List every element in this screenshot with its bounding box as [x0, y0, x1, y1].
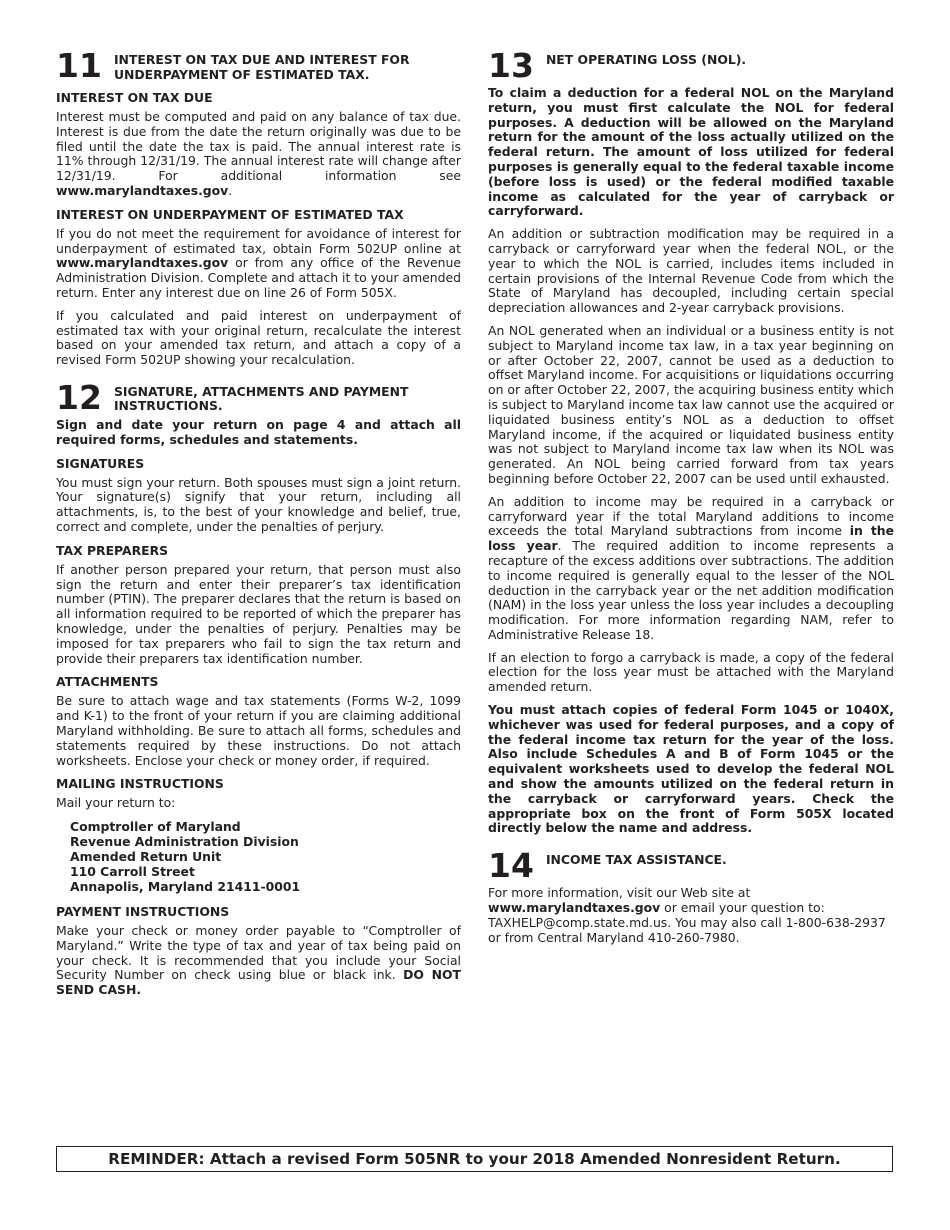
section-11-header: [56, 46, 461, 85]
paragraph: If an election to forgo a carryback is made, a copy of the federal election for the loss year must be attached with the Maryland amended return.: [488, 649, 894, 695]
section-title: INCOME TAX ASSISTANCE.: [545, 852, 727, 868]
paragraph: Make your check or money order payable to “Comptroller of Maryland.” Write the type of tax and year of tax being paid on your check. It is recommended that you include your Social Security Number on check using blue or black ink. DO NOT SEND CASH.: [56, 923, 461, 998]
address-line: Comptroller of Maryland: [70, 819, 241, 835]
mailing-address: [70, 819, 461, 894]
section-number: 12: [56, 377, 102, 417]
paragraph: An addition or subtraction modification may be required in a carryback or carryforward year when the federal NOL, or the year to which the NOL is carried, includes items included in certain provisions of the Internal Revenue Code from which the State of Maryland has decoupled, including certain special depreciation allowances and 2-year carryback provisions.: [488, 226, 894, 316]
paragraph: For more information, visit our Web site at www.marylandtaxes.gov or email your question to: TAXHELP@comp.state.md.us. You may also call 1-800-638-2937 or from Central Maryland 410-260-7980.: [488, 885, 886, 945]
subheading: ATTACHMENTS: [56, 674, 159, 690]
website-link[interactable]: www.marylandtaxes.gov: [56, 255, 229, 271]
section-13-header: [488, 46, 894, 85]
website-link[interactable]: www.marylandtaxes.gov: [56, 182, 229, 198]
subheading: MAILING INSTRUCTIONS: [56, 776, 224, 792]
paragraph: You must sign your return. Both spouses must sign a joint return. Your signature(s) signify that your return, including all attachments, is, to the best of your knowledge and belief, true, correct and complete, under the penalties of perjury.: [56, 474, 461, 534]
section-title: NET OPERATING LOSS (NOL).: [545, 52, 747, 67]
left-column: [56, 46, 461, 1006]
paragraph: If another person prepared your return, that person must also sign the return and enter their preparer’s tax identification number (PTIN). The preparer declares that the return is based on all information required to be reported of which the preparer has knowledge, under the penalties of perjury. Penalties may be imposed for tax preparers who fail to sign the tax return and provide their preparers tax identification number.: [56, 561, 461, 666]
subheading: PAYMENT INSTRUCTIONS: [56, 904, 230, 920]
address-line: 110 Carroll Street: [70, 864, 195, 880]
right-column: [488, 46, 895, 953]
website-link[interactable]: www.marylandtaxes.gov: [488, 900, 661, 916]
address-line: Amended Return Unit: [70, 849, 222, 865]
address-line: Annapolis, Maryland 21411-0001: [70, 879, 301, 895]
paragraph: Mail your return to:: [56, 795, 176, 811]
section-number: 13: [488, 46, 534, 85]
subheading: TAX PREPARERS: [56, 542, 169, 558]
address-line: Revenue Administration Division: [70, 834, 299, 850]
section-number: 11: [56, 46, 102, 85]
paragraph: Be sure to attach wage and tax statements (Forms W-2, 1099 and K-1) to the front of your return if you are claiming additional Maryland withholding. Be sure to attach all forms, schedules and statements required by these instructions. Do not attach worksheets. Enclose your check or money order, if required.: [56, 693, 461, 768]
section-12-header: [56, 377, 461, 417]
subheading: INTEREST ON UNDERPAYMENT OF ESTIMATED TAX: [56, 206, 404, 222]
subheading: INTEREST ON TAX DUE: [56, 90, 213, 105]
section-title: SIGNATURE, ATTACHMENTS AND PAYMENT INSTRUCTIONS.: [113, 383, 409, 414]
paragraph: If you calculated and paid interest on underpayment of estimated tax with your original return, recalculate the interest based on your amended tax return, and attach a copy of a revised Form 502UP showing your recalculation.: [56, 307, 461, 368]
paragraph: You must attach copies of federal Form 1045 or 1040X, whichever was used for federal purposes, and a copy of the federal income tax return for the year of the loss. Also include Schedules A and B of Form 1045 or the equivalent worksheets used to develop the federal NOL and show the amounts utilized on the federal return in the carryback or carryforward years. Check the appropriate box on the front of Form 505X located directly below the name and address.: [488, 702, 894, 836]
section-number: 14: [488, 846, 534, 886]
subheading: SIGNATURES: [56, 455, 145, 471]
paragraph: To claim a deduction for a federal NOL on the Maryland return, you must first calculate the NOL for federal purposes. A deduction will be allowed on the Maryland return for the amount of the loss actually utilized on the federal return. The amount of loss utilized for federal purposes is generally equal to the federal taxable income (before loss is used) or the federal modified taxable income as calculated for the year of carryback or carryforward.: [488, 85, 894, 219]
reminder-box: REMINDER: Attach a revised Form 505NR to your 2018 Amended Nonresident Return.: [56, 1146, 893, 1172]
section-14-header: [488, 846, 894, 886]
intro-paragraph: Sign and date your return on page 4 and attach all required forms, schedules and statements.: [56, 416, 461, 447]
section-title: INTEREST ON TAX DUE AND INTEREST FOR UNDERPAYMENT OF ESTIMATED TAX.: [113, 52, 410, 82]
paragraph: An NOL generated when an individual or a business entity is not subject to Maryland income tax law, in a tax year beginning on or after October 22, 2007, cannot be used as a deduction to offset Maryland income. For acquisitions or liquidations occurring on or after October 22, 2007, the acquiring business entity which is subject to Maryland income tax law cannot use the acquired or liquidated business entity’s NOL as a deduction to offset Maryland income, if the acquired or liquidated business entity was not subject to Maryland income tax law when its NOL was generated. An NOL being carried forward from tax years beginning before October 22, 2007 can be used until exhausted.: [488, 322, 894, 486]
paragraph: Interest must be computed and paid on any balance of tax due. Interest is due from the date the return originally was due to be filed until the date the tax is paid. The annual interest rate is 11% through 12/31/19. The annual interest rate will change after 12/31/19. For additional information see www.marylandtaxes.gov.: [56, 109, 461, 198]
paragraph: If you do not meet the requirement for avoidance of interest for underpayment of estimated tax, obtain Form 502UP online at www.marylandtaxes.gov or from any office of the Revenue Administration Division. Complete and attach it to your amended return. Enter any interest due on line 26 of Form 505X.: [56, 225, 461, 300]
paragraph: An addition to income may be required in a carryback or carryforward year if the total Maryland additions to income exceeds the total Maryland subtractions from income in the loss year. The required addition to income represents a recapture of the excess additions over subtractions. The addition to income required is generally equal to the lesser of the NOL deduction in the carryback year or the net addition modification (NAM) in the loss year unless the loss year includes a decoupling modification. For more information regarding NAM, refer to Administrative Release 18.: [488, 493, 895, 642]
